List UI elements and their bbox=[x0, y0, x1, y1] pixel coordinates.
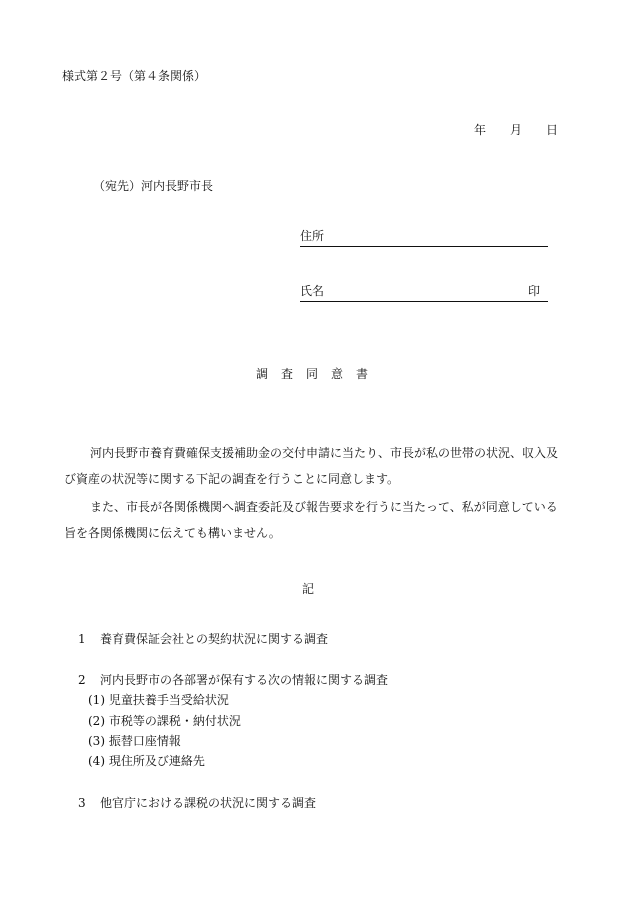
consent-paragraph-2: また、市長が各関係機関へ調査委託及び報告要求を行うに当たって、私が同意している旨を各関係機関に伝えても構いません。 bbox=[64, 500, 558, 540]
addressee: （宛先）河内長野市長 bbox=[93, 179, 214, 193]
item-text: 他官庁における課税の状況に関する調査 bbox=[100, 796, 317, 810]
item-number: 2 bbox=[78, 673, 86, 687]
item-number: 3 bbox=[78, 796, 86, 810]
sub-item: (1) 児童扶養手当受給状況 bbox=[88, 693, 229, 707]
item-text: 養育費保証会社との契約状況に関する調査 bbox=[100, 632, 329, 646]
date-day-label: 日 bbox=[546, 123, 559, 137]
address-label: 住所 bbox=[300, 229, 325, 243]
sub-item: (3) 振替口座情報 bbox=[88, 734, 181, 748]
seal-label: 印 bbox=[527, 284, 540, 298]
address-field bbox=[300, 228, 548, 247]
document-title: 調査同意書 bbox=[256, 367, 382, 381]
sub-item: (2) 市税等の課税・納付状況 bbox=[88, 714, 241, 728]
ki-heading: 記 bbox=[302, 582, 315, 596]
name-label: 氏名 bbox=[300, 284, 325, 298]
list-item bbox=[78, 631, 328, 647]
date-year-label: 年 bbox=[474, 123, 487, 137]
list-item bbox=[78, 795, 316, 811]
sub-item: (4) 現住所及び連絡先 bbox=[88, 754, 205, 768]
date-month-label: 月 bbox=[510, 123, 523, 137]
list-item bbox=[78, 672, 388, 688]
item-text: 河内長野市の各部署が保有する次の情報に関する調査 bbox=[100, 673, 389, 687]
form-number: 様式第２号（第４条関係） bbox=[62, 69, 207, 83]
item-number: 1 bbox=[78, 632, 86, 646]
consent-paragraph-1: 河内長野市養育費確保支援補助金の交付申請に当たり、市長が私の世帯の状況、収入及び資産の状況等に関する下記の調査を行うことに同意します。 bbox=[64, 446, 559, 486]
name-field bbox=[300, 283, 548, 302]
